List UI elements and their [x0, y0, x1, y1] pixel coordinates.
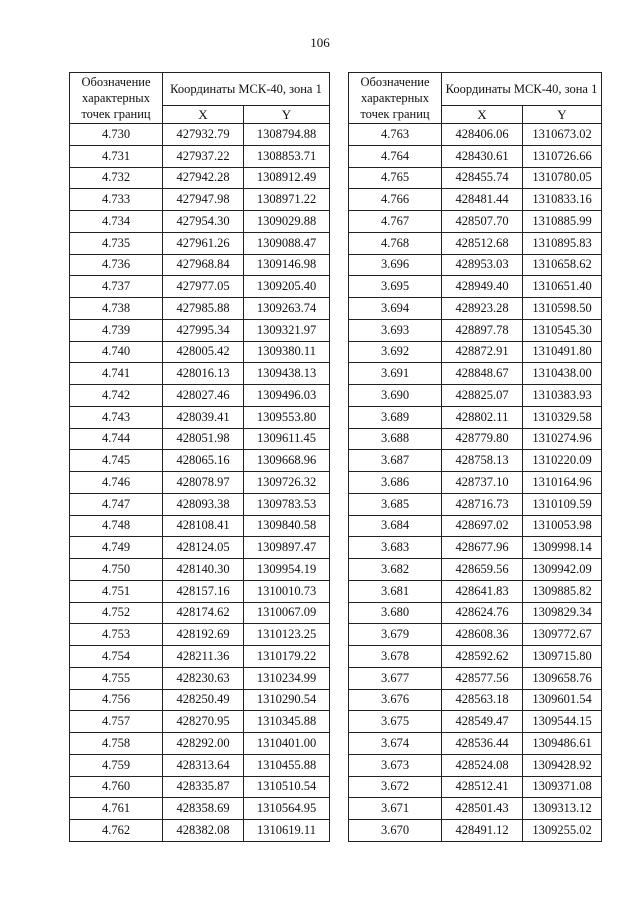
- table-row: [70, 232, 330, 254]
- point-designation-cell: 4.748: [70, 515, 163, 537]
- point-designation-cell: 4.744: [70, 428, 163, 450]
- point-designation-cell: 3.689: [349, 406, 442, 428]
- table-row: [349, 711, 602, 733]
- table-row: [70, 798, 330, 820]
- x-coordinate-cell: 428737.10: [442, 472, 523, 494]
- table-row: [70, 711, 330, 733]
- x-coordinate-cell: 428250.49: [163, 689, 244, 711]
- y-coordinate-cell: 1310510.54: [244, 776, 330, 798]
- point-designation-cell: 3.673: [349, 754, 442, 776]
- table-row: [349, 406, 602, 428]
- y-coordinate-cell: 1310123.25: [244, 624, 330, 646]
- point-designation-cell: 4.734: [70, 211, 163, 233]
- y-coordinate-cell: 1308794.88: [244, 124, 330, 146]
- y-coordinate-cell: 1309313.12: [523, 798, 602, 820]
- table-row: [349, 145, 602, 167]
- x-coordinate-cell: 427932.79: [163, 124, 244, 146]
- y-coordinate-cell: 1309205.40: [244, 276, 330, 298]
- x-coordinate-cell: 428292.00: [163, 733, 244, 755]
- header-y: Y: [523, 106, 602, 124]
- table-row: [349, 515, 602, 537]
- point-designation-cell: 3.692: [349, 341, 442, 363]
- y-coordinate-cell: 1309954.19: [244, 559, 330, 581]
- point-designation-cell: 3.696: [349, 254, 442, 276]
- y-coordinate-cell: 1310455.88: [244, 754, 330, 776]
- x-coordinate-cell: 428027.46: [163, 385, 244, 407]
- table-row: [70, 624, 330, 646]
- x-coordinate-cell: 428382.08: [163, 820, 244, 842]
- y-coordinate-cell: 1310164.96: [523, 472, 602, 494]
- x-coordinate-cell: 428005.42: [163, 341, 244, 363]
- y-coordinate-cell: 1309829.34: [523, 602, 602, 624]
- y-coordinate-cell: 1309897.47: [244, 537, 330, 559]
- header-coordinates-system: Координаты МСК-40, зона 1: [163, 73, 330, 106]
- table-row: [70, 493, 330, 515]
- y-coordinate-cell: 1309146.98: [244, 254, 330, 276]
- table-row: [349, 428, 602, 450]
- y-coordinate-cell: 1310290.54: [244, 689, 330, 711]
- y-coordinate-cell: 1308853.71: [244, 145, 330, 167]
- x-coordinate-cell: 428677.96: [442, 537, 523, 559]
- table-row: [349, 450, 602, 472]
- table-row: [349, 363, 602, 385]
- point-designation-cell: 4.742: [70, 385, 163, 407]
- point-designation-cell: 3.684: [349, 515, 442, 537]
- x-coordinate-cell: 428716.73: [442, 493, 523, 515]
- y-coordinate-cell: 1309255.02: [523, 820, 602, 842]
- y-coordinate-cell: 1310220.09: [523, 450, 602, 472]
- point-designation-cell: 4.768: [349, 232, 442, 254]
- table-row: [70, 298, 330, 320]
- y-coordinate-cell: 1309715.80: [523, 646, 602, 668]
- table-row: [70, 602, 330, 624]
- y-coordinate-cell: 1309263.74: [244, 298, 330, 320]
- point-designation-cell: 4.766: [349, 189, 442, 211]
- table-row: [349, 689, 602, 711]
- table-row: [70, 580, 330, 602]
- point-designation-cell: 4.743: [70, 406, 163, 428]
- table-row: [70, 211, 330, 233]
- table-row: [70, 820, 330, 842]
- y-coordinate-cell: 1310619.11: [244, 820, 330, 842]
- table-row: [70, 754, 330, 776]
- point-designation-cell: 3.681: [349, 580, 442, 602]
- table-row: [70, 189, 330, 211]
- x-coordinate-cell: 428039.41: [163, 406, 244, 428]
- point-designation-cell: 4.745: [70, 450, 163, 472]
- table-row: [349, 559, 602, 581]
- y-coordinate-cell: 1309772.67: [523, 624, 602, 646]
- y-coordinate-cell: 1309496.03: [244, 385, 330, 407]
- table-row: [70, 450, 330, 472]
- x-coordinate-cell: 428174.62: [163, 602, 244, 624]
- point-designation-cell: 4.767: [349, 211, 442, 233]
- y-coordinate-cell: 1310010.73: [244, 580, 330, 602]
- point-designation-cell: 3.671: [349, 798, 442, 820]
- table-row: [70, 254, 330, 276]
- point-designation-cell: 4.755: [70, 667, 163, 689]
- point-designation-cell: 4.733: [70, 189, 163, 211]
- x-coordinate-cell: 427947.98: [163, 189, 244, 211]
- x-coordinate-cell: 428512.41: [442, 776, 523, 798]
- point-designation-cell: 4.730: [70, 124, 163, 146]
- point-designation-cell: 3.676: [349, 689, 442, 711]
- table-row: [349, 167, 602, 189]
- point-designation-cell: 3.685: [349, 493, 442, 515]
- point-designation-cell: 4.758: [70, 733, 163, 755]
- table-body: [349, 124, 602, 842]
- x-coordinate-cell: 428923.28: [442, 298, 523, 320]
- x-coordinate-cell: 428124.05: [163, 537, 244, 559]
- table-row: [349, 232, 602, 254]
- y-coordinate-cell: 1309885.82: [523, 580, 602, 602]
- x-coordinate-cell: 427942.28: [163, 167, 244, 189]
- x-coordinate-cell: 428358.69: [163, 798, 244, 820]
- x-coordinate-cell: 428491.12: [442, 820, 523, 842]
- point-designation-cell: 4.735: [70, 232, 163, 254]
- x-coordinate-cell: 428016.13: [163, 363, 244, 385]
- table-row: [70, 406, 330, 428]
- header-coordinates-system: Координаты МСК-40, зона 1: [442, 73, 602, 106]
- point-designation-cell: 3.686: [349, 472, 442, 494]
- point-designation-cell: 4.757: [70, 711, 163, 733]
- point-designation-cell: 3.672: [349, 776, 442, 798]
- y-coordinate-cell: 1310274.96: [523, 428, 602, 450]
- y-coordinate-cell: 1310564.95: [244, 798, 330, 820]
- table-row: [349, 341, 602, 363]
- x-coordinate-cell: 428335.87: [163, 776, 244, 798]
- table-row: [349, 580, 602, 602]
- x-coordinate-cell: 428093.38: [163, 493, 244, 515]
- x-coordinate-cell: 427968.84: [163, 254, 244, 276]
- x-coordinate-cell: 428549.47: [442, 711, 523, 733]
- x-coordinate-cell: 428802.11: [442, 406, 523, 428]
- point-designation-cell: 4.751: [70, 580, 163, 602]
- coordinates-table-right: [348, 72, 602, 842]
- table-row: [70, 276, 330, 298]
- point-designation-cell: 4.737: [70, 276, 163, 298]
- point-designation-cell: 4.763: [349, 124, 442, 146]
- point-designation-cell: 4.738: [70, 298, 163, 320]
- y-coordinate-cell: 1308971.22: [244, 189, 330, 211]
- y-coordinate-cell: 1309029.88: [244, 211, 330, 233]
- y-coordinate-cell: 1309942.09: [523, 559, 602, 581]
- point-designation-cell: 3.679: [349, 624, 442, 646]
- point-designation-cell: 3.688: [349, 428, 442, 450]
- x-coordinate-cell: 428949.40: [442, 276, 523, 298]
- y-coordinate-cell: 1309658.76: [523, 667, 602, 689]
- x-coordinate-cell: 428659.56: [442, 559, 523, 581]
- table-row: [70, 515, 330, 537]
- y-coordinate-cell: 1310833.16: [523, 189, 602, 211]
- y-coordinate-cell: 1310067.09: [244, 602, 330, 624]
- x-coordinate-cell: 428512.68: [442, 232, 523, 254]
- table-row: [349, 776, 602, 798]
- x-coordinate-cell: 428507.70: [442, 211, 523, 233]
- point-designation-cell: 4.753: [70, 624, 163, 646]
- point-designation-cell: 4.759: [70, 754, 163, 776]
- x-coordinate-cell: 428211.36: [163, 646, 244, 668]
- point-designation-cell: 3.691: [349, 363, 442, 385]
- x-coordinate-cell: 427954.30: [163, 211, 244, 233]
- y-coordinate-cell: 1310545.30: [523, 319, 602, 341]
- point-designation-cell: 4.746: [70, 472, 163, 494]
- x-coordinate-cell: 428825.07: [442, 385, 523, 407]
- x-coordinate-cell: 428481.44: [442, 189, 523, 211]
- point-designation-cell: 3.670: [349, 820, 442, 842]
- y-coordinate-cell: 1309544.15: [523, 711, 602, 733]
- table-row: [349, 211, 602, 233]
- y-coordinate-cell: 1310726.66: [523, 145, 602, 167]
- y-coordinate-cell: 1309553.80: [244, 406, 330, 428]
- x-coordinate-cell: 428592.62: [442, 646, 523, 668]
- x-coordinate-cell: 428758.13: [442, 450, 523, 472]
- x-coordinate-cell: 428524.08: [442, 754, 523, 776]
- table-row: [70, 776, 330, 798]
- point-designation-cell: 3.678: [349, 646, 442, 668]
- table-row: [349, 493, 602, 515]
- x-coordinate-cell: 428953.03: [442, 254, 523, 276]
- y-coordinate-cell: 1310598.50: [523, 298, 602, 320]
- point-designation-cell: 3.694: [349, 298, 442, 320]
- y-coordinate-cell: 1309840.58: [244, 515, 330, 537]
- table-body: [70, 124, 330, 842]
- table-row: [70, 559, 330, 581]
- table-row: [70, 124, 330, 146]
- point-designation-cell: 4.760: [70, 776, 163, 798]
- y-coordinate-cell: 1310179.22: [244, 646, 330, 668]
- x-coordinate-cell: 428563.18: [442, 689, 523, 711]
- y-coordinate-cell: 1310780.05: [523, 167, 602, 189]
- x-coordinate-cell: 428872.91: [442, 341, 523, 363]
- point-designation-cell: 3.674: [349, 733, 442, 755]
- y-coordinate-cell: 1310383.93: [523, 385, 602, 407]
- point-designation-cell: 3.683: [349, 537, 442, 559]
- y-coordinate-cell: 1310438.00: [523, 363, 602, 385]
- table-row: [349, 798, 602, 820]
- x-coordinate-cell: 428697.02: [442, 515, 523, 537]
- point-designation-cell: 4.739: [70, 319, 163, 341]
- table-row: [349, 276, 602, 298]
- y-coordinate-cell: 1309783.53: [244, 493, 330, 515]
- y-coordinate-cell: 1310401.00: [244, 733, 330, 755]
- table-row: [349, 602, 602, 624]
- header-x: X: [163, 106, 244, 124]
- table-row: [349, 667, 602, 689]
- point-designation-cell: 4.756: [70, 689, 163, 711]
- header-x: X: [442, 106, 523, 124]
- x-coordinate-cell: 428192.69: [163, 624, 244, 646]
- x-coordinate-cell: 428501.43: [442, 798, 523, 820]
- table-row: [70, 733, 330, 755]
- y-coordinate-cell: 1310491.80: [523, 341, 602, 363]
- point-designation-cell: 4.754: [70, 646, 163, 668]
- x-coordinate-cell: 428641.83: [442, 580, 523, 602]
- y-coordinate-cell: 1309726.32: [244, 472, 330, 494]
- y-coordinate-cell: 1309428.92: [523, 754, 602, 776]
- y-coordinate-cell: 1309438.13: [244, 363, 330, 385]
- x-coordinate-cell: 428430.61: [442, 145, 523, 167]
- table-row: [349, 624, 602, 646]
- y-coordinate-cell: 1309998.14: [523, 537, 602, 559]
- x-coordinate-cell: 428455.74: [442, 167, 523, 189]
- point-designation-cell: 4.736: [70, 254, 163, 276]
- coordinates-table-left: [69, 72, 330, 842]
- table-row: [70, 167, 330, 189]
- y-coordinate-cell: 1310658.62: [523, 254, 602, 276]
- point-designation-cell: 4.762: [70, 820, 163, 842]
- x-coordinate-cell: 428157.16: [163, 580, 244, 602]
- header-y: Y: [244, 106, 330, 124]
- table-row: [70, 689, 330, 711]
- x-coordinate-cell: 428140.30: [163, 559, 244, 581]
- x-coordinate-cell: 427995.34: [163, 319, 244, 341]
- point-designation-cell: 4.731: [70, 145, 163, 167]
- table-row: [349, 537, 602, 559]
- y-coordinate-cell: 1310234.99: [244, 667, 330, 689]
- point-designation-cell: 4.732: [70, 167, 163, 189]
- point-designation-cell: 4.752: [70, 602, 163, 624]
- point-designation-cell: 4.750: [70, 559, 163, 581]
- x-coordinate-cell: 428065.16: [163, 450, 244, 472]
- x-coordinate-cell: 428536.44: [442, 733, 523, 755]
- table-row: [70, 319, 330, 341]
- point-designation-cell: 4.747: [70, 493, 163, 515]
- y-coordinate-cell: 1309486.61: [523, 733, 602, 755]
- x-coordinate-cell: 428108.41: [163, 515, 244, 537]
- point-designation-cell: 3.677: [349, 667, 442, 689]
- y-coordinate-cell: 1310109.59: [523, 493, 602, 515]
- table-row: [70, 385, 330, 407]
- table-row: [349, 820, 602, 842]
- y-coordinate-cell: 1309321.97: [244, 319, 330, 341]
- point-designation-cell: 3.680: [349, 602, 442, 624]
- y-coordinate-cell: 1309380.11: [244, 341, 330, 363]
- table-row: [349, 254, 602, 276]
- x-coordinate-cell: 428270.95: [163, 711, 244, 733]
- y-coordinate-cell: 1310345.88: [244, 711, 330, 733]
- x-coordinate-cell: 428848.67: [442, 363, 523, 385]
- y-coordinate-cell: 1310673.02: [523, 124, 602, 146]
- table-row: [349, 298, 602, 320]
- table-row: [70, 472, 330, 494]
- x-coordinate-cell: 427961.26: [163, 232, 244, 254]
- x-coordinate-cell: 427985.88: [163, 298, 244, 320]
- point-designation-cell: 4.741: [70, 363, 163, 385]
- y-coordinate-cell: 1309371.08: [523, 776, 602, 798]
- table-row: [349, 754, 602, 776]
- y-coordinate-cell: 1310885.99: [523, 211, 602, 233]
- y-coordinate-cell: 1310651.40: [523, 276, 602, 298]
- point-designation-cell: 3.675: [349, 711, 442, 733]
- y-coordinate-cell: 1310329.58: [523, 406, 602, 428]
- table-row: [349, 319, 602, 341]
- point-designation-cell: 4.761: [70, 798, 163, 820]
- point-designation-cell: 3.690: [349, 385, 442, 407]
- point-designation-cell: 3.695: [349, 276, 442, 298]
- x-coordinate-cell: 428230.63: [163, 667, 244, 689]
- table-row: [70, 145, 330, 167]
- x-coordinate-cell: 427977.05: [163, 276, 244, 298]
- table-row: [349, 646, 602, 668]
- point-designation-cell: 3.693: [349, 319, 442, 341]
- x-coordinate-cell: 428078.97: [163, 472, 244, 494]
- y-coordinate-cell: 1308912.49: [244, 167, 330, 189]
- point-designation-cell: 3.682: [349, 559, 442, 581]
- table-row: [70, 646, 330, 668]
- x-coordinate-cell: 428897.78: [442, 319, 523, 341]
- point-designation-cell: 4.740: [70, 341, 163, 363]
- y-coordinate-cell: 1310053.98: [523, 515, 602, 537]
- y-coordinate-cell: 1309668.96: [244, 450, 330, 472]
- y-coordinate-cell: 1309611.45: [244, 428, 330, 450]
- header-point-designation: Обозначение характерных точек границ: [349, 73, 442, 124]
- table-row: [349, 189, 602, 211]
- table-row: [70, 428, 330, 450]
- table-row: [70, 667, 330, 689]
- x-coordinate-cell: 428624.76: [442, 602, 523, 624]
- point-designation-cell: 4.764: [349, 145, 442, 167]
- point-designation-cell: 4.749: [70, 537, 163, 559]
- x-coordinate-cell: 428051.98: [163, 428, 244, 450]
- y-coordinate-cell: 1310895.83: [523, 232, 602, 254]
- x-coordinate-cell: 428779.80: [442, 428, 523, 450]
- page-number: 106: [310, 35, 330, 50]
- y-coordinate-cell: 1309601.54: [523, 689, 602, 711]
- table-row: [70, 341, 330, 363]
- table-row: [70, 537, 330, 559]
- header-point-designation: Обозначение характерных точек границ: [70, 73, 163, 124]
- x-coordinate-cell: 428608.36: [442, 624, 523, 646]
- point-designation-cell: 4.765: [349, 167, 442, 189]
- table-row: [70, 363, 330, 385]
- table-row: [349, 733, 602, 755]
- x-coordinate-cell: 428313.64: [163, 754, 244, 776]
- x-coordinate-cell: 428406.06: [442, 124, 523, 146]
- point-designation-cell: 3.687: [349, 450, 442, 472]
- x-coordinate-cell: 427937.22: [163, 145, 244, 167]
- table-row: [349, 385, 602, 407]
- y-coordinate-cell: 1309088.47: [244, 232, 330, 254]
- table-row: [349, 472, 602, 494]
- x-coordinate-cell: 428577.56: [442, 667, 523, 689]
- table-row: [349, 124, 602, 146]
